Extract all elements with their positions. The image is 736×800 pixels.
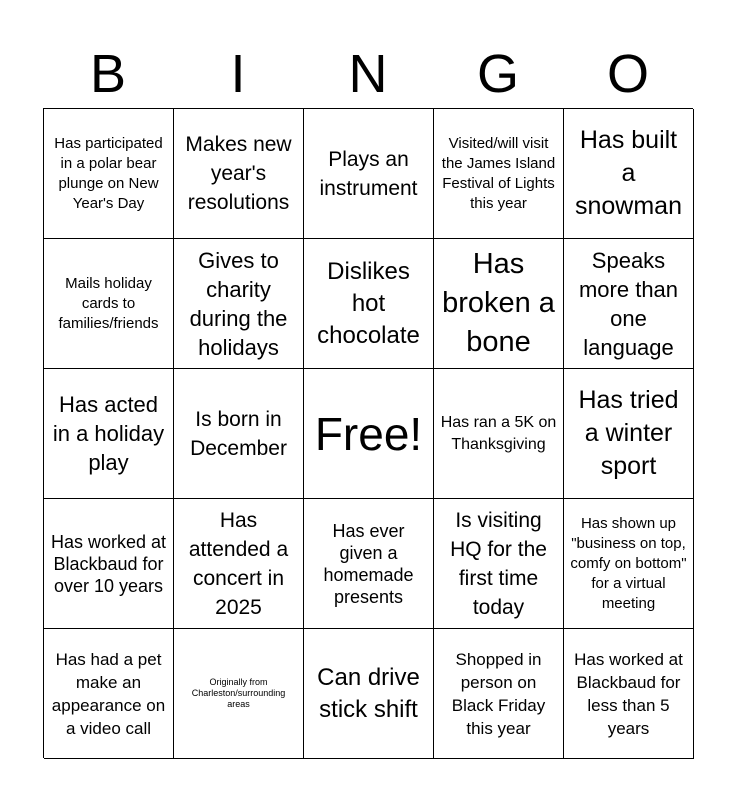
cell-text: Has shown up "business on top, comfy on bottom" for a virtual meeting <box>570 514 687 612</box>
cell-text: Has worked at Blackbaud for less than 5 years <box>574 649 683 738</box>
header-letter-o: O <box>606 44 649 104</box>
bingo-cell-r1c3[interactable] <box>304 109 434 239</box>
bingo-cell-r5c5[interactable] <box>564 629 694 759</box>
header-letter-g: G <box>476 44 519 104</box>
cell-text: Shopped in person on Black Friday this year <box>451 649 546 738</box>
cell-text: Makes new year's resolutions <box>185 133 292 214</box>
bingo-cell-r3c4[interactable] <box>434 369 564 499</box>
cell-text: Has participated in a polar bear plunge on New Year's Day <box>54 134 163 212</box>
bingo-cell-r1c1[interactable] <box>44 109 174 239</box>
cell-text: Has tried a winter sport <box>578 386 679 480</box>
cell-text: Is born in December <box>190 407 287 460</box>
cell-text: Originally from Charleston/surrounding areas <box>191 677 286 709</box>
cell-text: Has ran a 5K on Thanksgiving <box>440 413 557 453</box>
cell-text: Gives to charity during the holidays <box>189 247 288 360</box>
bingo-cell-free[interactable] <box>304 369 434 499</box>
bingo-cell-r1c2[interactable] <box>174 109 304 239</box>
bingo-cell-r2c4[interactable] <box>434 239 564 369</box>
cell-text: Has broken a bone <box>442 248 555 358</box>
cell-text: Mails holiday cards to families/friends <box>58 274 159 332</box>
cell-text: Visited/will visit the James Island Festival of Lights this year <box>441 134 556 212</box>
bingo-cell-r1c5[interactable] <box>564 109 694 239</box>
bingo-cell-r4c3[interactable] <box>304 499 434 629</box>
bingo-cell-r5c1[interactable] <box>44 629 174 759</box>
cell-text: Has attended a concert in 2025 <box>188 508 289 619</box>
bingo-cell-r5c2[interactable] <box>174 629 304 759</box>
cell-text: Has worked at Blackbaud for over 10 years <box>50 531 167 596</box>
bingo-cell-r2c5[interactable] <box>564 239 694 369</box>
cell-text: Has built a snowman <box>575 126 682 220</box>
cell-text: Plays an instrument <box>319 147 418 200</box>
bingo-cell-r4c1[interactable] <box>44 499 174 629</box>
bingo-grid <box>43 108 693 758</box>
bingo-cell-r3c2[interactable] <box>174 369 304 499</box>
cell-text: Speaks more than one language <box>578 247 679 360</box>
bingo-cell-r4c5[interactable] <box>564 499 694 629</box>
cell-text: Has ever given a homemade presents <box>323 520 414 607</box>
bingo-cell-r2c1[interactable] <box>44 239 174 369</box>
bingo-cell-r4c4[interactable] <box>434 499 564 629</box>
bingo-cell-r2c2[interactable] <box>174 239 304 369</box>
bingo-cell-r4c2[interactable] <box>174 499 304 629</box>
cell-text: Can drive stick shift <box>317 663 420 723</box>
cell-text: Has acted in a holiday play <box>52 392 165 475</box>
header-letter-n: N <box>348 44 388 104</box>
bingo-cell-r3c1[interactable] <box>44 369 174 499</box>
bingo-cell-r2c3[interactable] <box>304 239 434 369</box>
bingo-cell-r1c4[interactable] <box>434 109 564 239</box>
free-space-text: Free! <box>314 407 423 460</box>
header-letter-i: I <box>230 44 246 104</box>
header-letter-b: B <box>89 44 127 104</box>
bingo-cell-r5c3[interactable] <box>304 629 434 759</box>
bingo-cell-r5c4[interactable] <box>434 629 564 759</box>
bingo-header <box>43 40 693 108</box>
cell-text: Has had a pet make an appearance on a video call <box>51 649 166 738</box>
bingo-cell-r3c5[interactable] <box>564 369 694 499</box>
cell-text: Is visiting HQ for the first time today <box>450 508 547 619</box>
cell-text: Dislikes hot chocolate <box>317 257 420 349</box>
